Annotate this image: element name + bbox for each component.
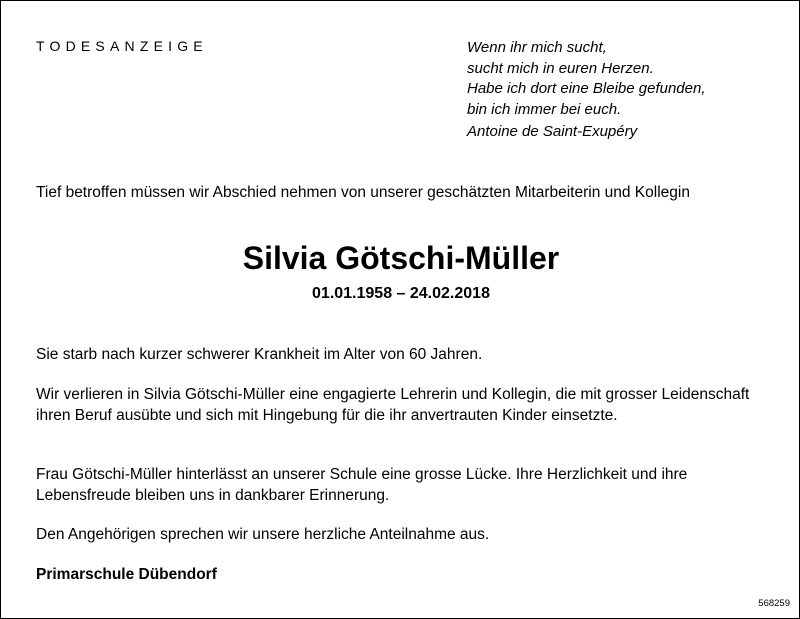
quote-line: sucht mich in euren Herzen. — [467, 59, 654, 77]
body-paragraph: Frau Götschi-Müller hinterlässt an unserer Schule eine grosse Lücke. Ihre Herzlichkeit und ihre Lebensfreude bleiben uns in dankbarer Erinnerung. — [36, 466, 688, 504]
quote-author: Antoine de Saint-Exupéry — [467, 123, 638, 140]
deceased-name: Silvia Götschi-Müller — [242, 240, 560, 276]
quote-line: bin ich immer bei euch. — [467, 100, 622, 118]
intro-text: Tief betroffen müssen wir Abschied nehmen von unserer geschätzten Mitarbeiterin und Kollegin — [36, 184, 690, 201]
reference-number: 568259 — [758, 598, 790, 609]
life-dates: 01.01.1958 – 24.02.2018 — [312, 285, 490, 302]
quote-line: Wenn ihr mich sucht, — [467, 39, 607, 56]
signature: Primarschule Dübendorf — [36, 566, 217, 583]
body-paragraph: Sie starb nach kurzer schwerer Krankheit im Alter von 60 Jahren. — [36, 346, 483, 363]
quote-line: Habe ich dort eine Bleibe gefunden, — [467, 80, 706, 97]
notice-heading: TODESANZEIGE — [36, 38, 208, 54]
body-paragraph: Den Angehörigen sprechen wir unsere herzliche Anteilnahme aus. — [36, 526, 490, 543]
body-paragraph: Wir verlieren in Silvia Götschi-Müller eine engagierte Lehrerin und Kollegin, die mit grosser Leidenschaft ihren Beruf ausübte und sich mit Hingebung für die ihr anvertrauten Kinder einsetzte. — [36, 386, 750, 424]
quote-block — [467, 38, 706, 120]
